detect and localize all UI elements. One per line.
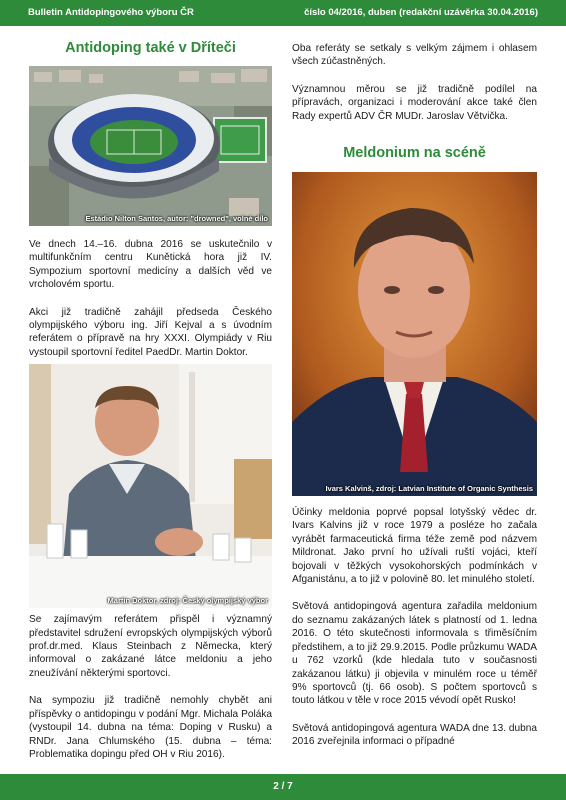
article-title-antidoping: Antidoping také v Dříteči [65,40,236,56]
paragraph: Světová antidopingová agentura WADA dne 13. dubna 2016 zveřejnila informaci o případné [292,722,537,748]
stadium-photo-caption: Estádio Nilton Santos, autor: "drowned", volné dílo [85,214,268,223]
paragraph: Účinky meldonia poprvé popsal lotyšský vědec dr. Ivars Kalvins již v roce 1979 a posléze ho začala vyrábět farmaceutická firma téže země pod názvem Mildronat. Jako první ho užívali ruští vojáci, kteří bojovali v těžkých vysokohorských podmínkách v Afganistánu, a to již v polovině 80. let minulého století. [292,507,537,586]
paragraph: Ve dnech 14.–16. dubna 2016 se uskutečnilo v multifunkčním centru Kunětická hora již IV. Sympozium sportovní medicíny a dalších věd ve vrcholovém sportu. [29,239,272,291]
portrait-image [29,364,272,608]
portrait-caption: Martin Doktor, zdroj: Český olympijský výbor [107,596,268,606]
issue-info: číslo 04/2016, duben (redakční uzávěrka 30.04.2016) [304,7,538,18]
paragraph: Akci již tradičně zahájil předseda Českého olympijského výboru ing. Jiří Kejval a s úvodním referátem o přípravě na hry XXXI. Olympiády v Riu vystoupil sportovní ředitel PaedDr. Martin Doktor. [29,306,272,358]
stadium-photo [29,66,272,226]
header-bar [0,0,566,26]
paragraph: Na sympoziu již tradičně nemohly chybět ani příspěvky o antidopingu v podání Mgr. Michala Poláka (vystoupil 14. dubna na téma: Doping v Rusku) a RNDr. Jana Chlumského (15. dubna – téma: Problematika dopingu před OH v Riu 2016). [29,695,272,760]
bulletin-title: Bulletin Antidopingového výboru ČR [28,7,194,18]
kalvins-portrait-image [292,172,537,496]
kalvins-photo-caption: Ivars Kalvinš, zdroj: Latvian Institute of Organic Synthesis [325,484,533,494]
stadium-image [29,66,272,226]
right-column [292,40,537,749]
paragraph: Oba referáty se setkaly s velkým zájmem i ohlasem všech zúčastněných. [292,43,537,68]
page-number: 2 / 7 [273,781,293,792]
paragraph: Se zajímavým referátem přispěl i významný představitel sdružení evropských olympijských výborů prof.dr.med. Klaus Steinbach z Německa, který informoval o zakázané látce meldoniu a jeho zneužívání některými sportovci. [29,614,272,679]
footer-bar [0,774,566,800]
kalvins-photo [292,172,537,496]
article-title-meldonium: Meldonium na scéně [343,145,486,162]
martin-doktor-photo [29,364,272,608]
left-column [29,40,272,761]
paragraph: Světová antidopingová agentura zařadila meldonium do seznamu zakázaných látek s platností od 1. ledna 2016. O této skutečnosti informovala s třiměsíčním předstihem, a to již 29.9.2015. Podle průzkumu WADA u 762 vzorků (kde hledala tuto v současnosti zakázanou látku) ji objevila v minulém roce u téměř 9% sportovců (tj. 66 osob). S počtem sportovců s touto látkou v těle v roce 2015 vévodí opět Rusko! [292,601,537,707]
paragraph: Významnou měrou se již tradičně podílel na přípravách, organizaci i moderování akce také člen Rady expertů ADV ČR MUDr. Jaroslav Větvička. [292,83,537,122]
